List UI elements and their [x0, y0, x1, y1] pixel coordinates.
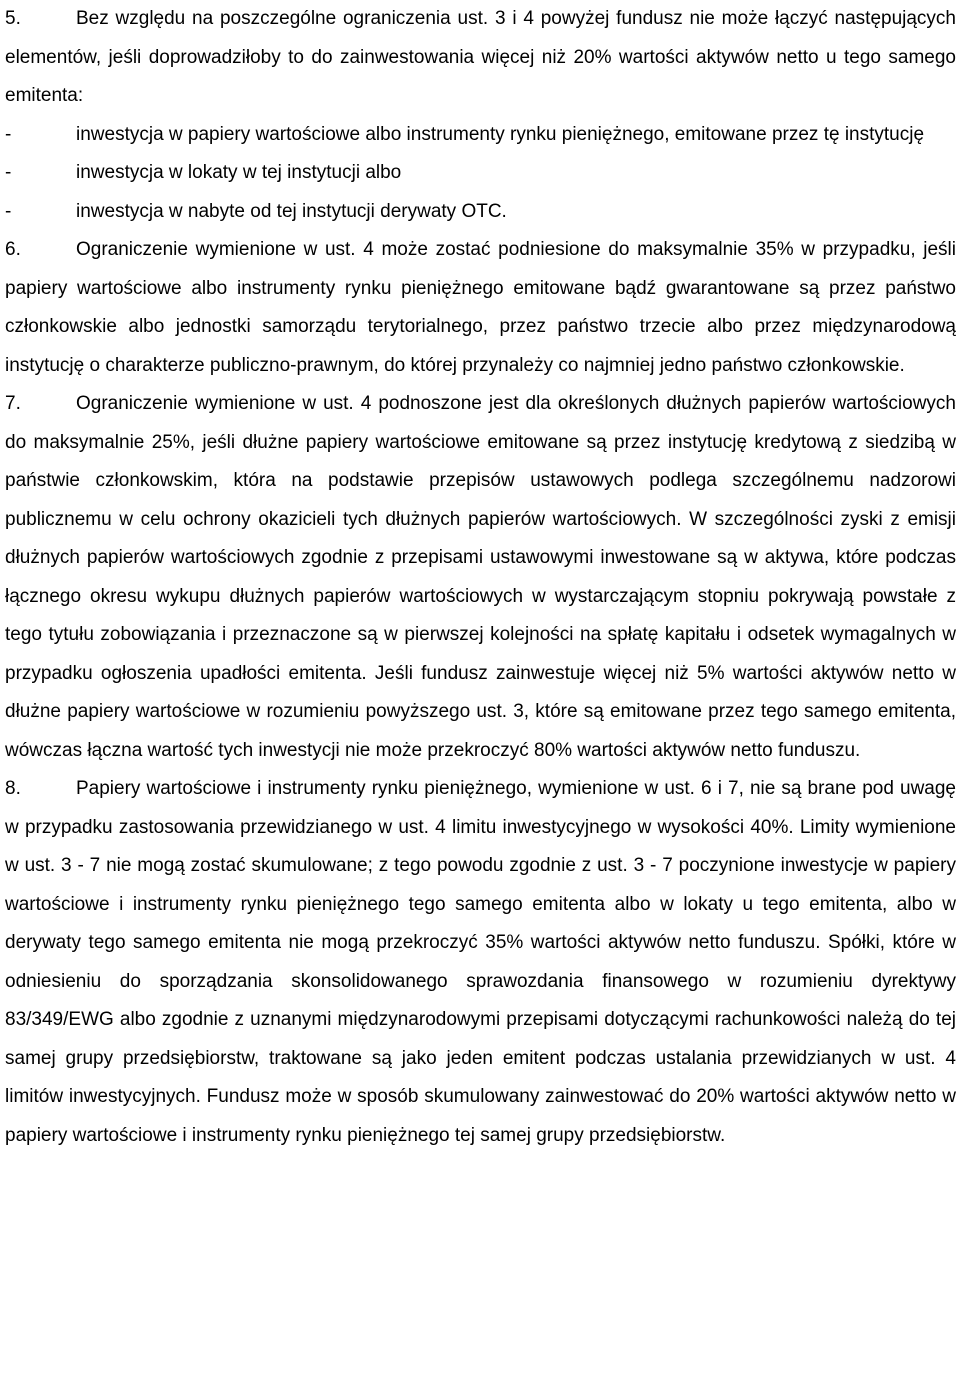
- paragraph-number: 5.: [5, 8, 21, 29]
- dash-marker: -: [5, 123, 12, 145]
- paragraph-text: Papiery wartościowe i instrumenty rynku pieniężnego, wymienione w ust. 6 i 7, nie są brane pod uwagę w przypadku zastosowania przewidzianego w ust. 4 limitu inwestycyjnego w wysokości 40%. Limity wymienione w ust. 3 - 7 nie mogą zostać skumulowane; z tego powodu zgodnie z ust. 3 - 7 poczynione inwestycje w papiery wartościowe i instrumenty rynku pieniężnego tego samego emitenta albo w lokaty u tego emitenta, albo w derywaty tego samego emitenta nie mogą przekroczyć 35% wartości aktywów netto funduszu. Spółki, które w odniesieniu do sporządzania skonsolidowanego sprawozdania finansowego w rozumieniu dyrektywy 83/349/EWG albo zgodnie z uznanymi międzynarodowymi przepisami dotyczącymi rachunkowości należą do tej samej grupy przedsiębiorstw, traktowane są jako jeden emitent podczas ustalania przewidzianych w ust. 4 limitów inwestycyjnych. Fundusz może w sposób skumulowany zainwestować do 20% wartości aktywów netto w papiery wartościowe i instrumenty rynku pieniężnego tej samej grupy przedsiębiorstw.: [5, 778, 956, 1146]
- dash-item-text: inwestycja w papiery wartościowe albo instrumenty rynku pieniężnego, emitowane przez tę instytucję: [76, 123, 925, 145]
- paragraph-text: Bez względu na poszczególne ograniczenia ust. 3 i 4 powyżej fundusz nie może łączyć następujących elementów, jeśli doprowadziłoby to do zainwestowania więcej niż 20% wartości aktywów netto u tego samego emitenta:: [5, 8, 956, 106]
- dash-item-3: [5, 193, 956, 232]
- dash-item-1: [5, 116, 956, 155]
- dash-item-2: [5, 154, 956, 193]
- dash-item-text: inwestycja w lokaty w tej instytucji albo: [76, 162, 402, 183]
- paragraph-number: 6.: [5, 239, 21, 260]
- paragraph-text: Ograniczenie wymienione w ust. 4 może zostać podniesione do maksymalnie 35% w przypadku, jeśli papiery wartościowe albo instrumenty rynku pieniężnego emitowane bądź gwarantowane są przez państwo członkowskie albo jednostki samorządu terytorialnego, przez państwo trzecie albo przez międzynarodową instytucję o charakterze publiczno-prawnym, do której przynależy co najmniej jedno państwo członkowskie.: [5, 239, 956, 376]
- numbered-paragraph-5: [5, 0, 956, 116]
- document-page: [5, 0, 956, 1155]
- paragraph-number: 8.: [5, 778, 21, 799]
- dash-marker: -: [5, 200, 12, 222]
- dash-marker: -: [5, 162, 12, 183]
- numbered-paragraph-7: [5, 385, 956, 770]
- numbered-paragraph-8: [5, 770, 956, 1155]
- numbered-paragraph-6: [5, 231, 956, 385]
- paragraph-text: Ograniczenie wymienione w ust. 4 podnoszone jest dla określonych dłużnych papierów wartościowych do maksymalnie 25%, jeśli dłużne papiery wartościowe emitowane są przez instytucję kredytową z siedzibą w państwie członkowskim, która na podstawie przepisów ustawowych podlega szczególnemu nadzorowi publicznemu w celu ochrony okazicieli tych dłużnych papierów wartościowych. W szczególności zyski z emisji dłużnych papierów wartościowych zgodnie z przepisami ustawowymi inwestowane są w aktywa, które podczas łącznego okresu wykupu dłużnych papierów wartościowych w wystarczającym stopniu pokrywają powstałe z tego tytułu zobowiązania i przeznaczone są w pierwszej kolejności na spłatę kapitału i odsetek wymagalnych w przypadku ogłoszenia upadłości emitenta. Jeśli fundusz zainwestuje więcej niż 5% wartości aktywów netto w dłużne papiery wartościowe w rozumieniu powyższego ust. 3, które są emitowane przez tego samego emitenta, wówczas łączna wartość tych inwestycji nie może przekroczyć 80% wartości aktywów netto funduszu.: [5, 393, 956, 761]
- paragraph-number: 7.: [5, 393, 21, 414]
- dash-item-text: inwestycja w nabyte od tej instytucji derywaty OTC.: [76, 200, 507, 222]
